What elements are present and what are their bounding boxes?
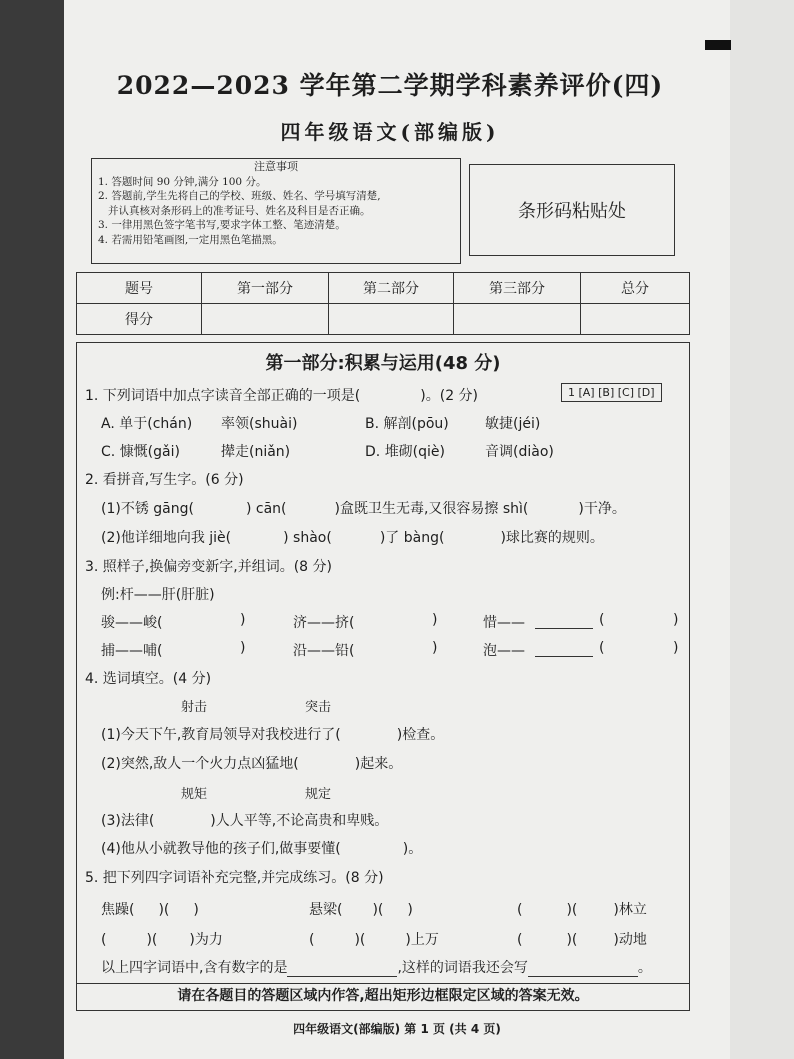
q5-text: 以上四字词语中,含有数字的是: [101, 960, 288, 976]
q3-open: (: [599, 612, 605, 628]
option-label: B.: [365, 416, 380, 432]
q4-text: (4)他从小就教导他的孩子们,做事要懂(: [101, 841, 341, 857]
q2-text: (2)他详细地向我 jiè(: [101, 530, 232, 546]
score-cell[interactable]: [329, 304, 454, 335]
background-strip: [730, 0, 794, 1059]
q1-option-b: [365, 413, 449, 433]
q5-text: 。: [637, 960, 652, 976]
q3-close: ): [240, 640, 246, 656]
q3-underline[interactable]: [535, 628, 593, 629]
q4-text: )起来。: [354, 756, 403, 772]
q4-word: 规矩: [181, 787, 208, 802]
q3-r2c3: 泡——: [483, 643, 525, 659]
score-cell[interactable]: [202, 304, 329, 335]
q3-stem: 3. 照样子,换偏旁变新字,并组词。(8 分): [85, 559, 332, 575]
score-cell[interactable]: [454, 304, 581, 335]
q2-text: ) shào(: [283, 530, 332, 546]
option-word: 堆砌(qiè): [384, 444, 446, 460]
q5-text: 悬梁(: [309, 902, 343, 918]
q5-text: ): [193, 902, 199, 918]
q4-stem: 4. 选词填空。(4 分): [85, 671, 212, 687]
q5-item: [517, 929, 647, 949]
q4-text: (3)法律(: [101, 813, 155, 829]
q2-text: ) cān(: [245, 501, 287, 517]
score-header: 第二部分: [329, 273, 454, 304]
q1-option-a-word2: 率领(shuài): [221, 416, 298, 432]
q2-text: )球比赛的规则。: [500, 530, 604, 546]
q3-close: ): [432, 640, 438, 656]
q5-text: )为力: [189, 932, 223, 948]
q5-text: )(: [158, 902, 170, 918]
alignment-mark: [705, 40, 731, 50]
score-header: 题号: [77, 273, 202, 304]
q3-r2c2: 沿——铅(: [293, 643, 355, 659]
q5-underline[interactable]: [528, 960, 638, 977]
score-header: 总分: [581, 273, 690, 304]
q3-close: ): [673, 640, 679, 656]
q1-option-d-word2: 音调(diào): [485, 444, 554, 460]
q4-word: 射击: [181, 700, 208, 715]
q1-stem: [85, 385, 478, 405]
q5-item: [517, 899, 647, 919]
q4-text: (1)今天下午,教育局领导对我校进行了(: [101, 727, 341, 743]
q5-text: ,这样的词语我还会写: [397, 960, 528, 976]
q5-underline[interactable]: [287, 960, 397, 977]
q4-s2: [101, 753, 402, 773]
q5-text: (: [517, 902, 523, 918]
q1-option-c-word2: 撵走(niǎn): [221, 444, 291, 460]
score-cell[interactable]: [581, 304, 690, 335]
option-label: C.: [101, 444, 116, 460]
q2-stem: 2. 看拼音,写生字。(6 分): [85, 472, 244, 488]
q5-stem: 5. 把下列四字词语补充完整,并完成练习。(8 分): [85, 870, 384, 886]
q5-item: [309, 899, 413, 919]
q5-text: )(: [372, 902, 384, 918]
answer-area: [76, 342, 690, 984]
q4-s3: [101, 810, 388, 830]
q3-close: ): [240, 612, 246, 628]
q5-summary: [101, 957, 652, 977]
q4-text: )检查。: [396, 727, 445, 743]
q5-item: [101, 929, 223, 949]
notice-item: 2. 答题前,学生先将自己的学校、班级、姓名、学号填写清楚,: [98, 190, 381, 202]
q1-option-b-word2: 敏捷(jéi): [485, 416, 541, 432]
option-word: 慷慨(gǎi): [119, 444, 180, 460]
q5-text: )(: [566, 932, 578, 948]
score-table: [76, 272, 690, 335]
q3-underline[interactable]: [535, 656, 593, 657]
score-header: 第一部分: [202, 273, 329, 304]
q2-text: )盒既卫生无毒,又很容易擦 shì(: [334, 501, 529, 517]
q5-item: [101, 899, 199, 919]
option-label: A.: [101, 416, 115, 432]
q1-answer-options[interactable]: 1 [A] [B] [C] [D]: [561, 383, 662, 402]
section-title: 第一部分:积累与运用(48 分): [265, 353, 501, 374]
notice-title: 注意事项: [254, 160, 298, 173]
q1-option-d: [365, 441, 445, 461]
q4-s1: [101, 724, 444, 744]
notice-box: [91, 158, 461, 264]
exam-title: 2022—2023 学年第二学期学科素养评价(四): [116, 71, 664, 100]
q3-close: ): [673, 612, 679, 628]
notice-item: 3. 一律用黑色签字笔书写,要求字体工整、笔迹清楚。: [98, 219, 346, 231]
notice-item: 并认真核对条形码上的准考证号、姓名及科目是否正确。: [98, 204, 371, 217]
q3-r1c3: 惜——: [483, 615, 525, 631]
q2-line1: [101, 498, 626, 518]
score-row-label: 得分: [77, 304, 202, 335]
q4-s4: [101, 838, 422, 858]
q5-item: [309, 929, 439, 949]
q4-text: )人人平等,不论高贵和卑贱。: [210, 813, 389, 829]
q5-text: (: [101, 932, 107, 948]
q1-stem-end: )。(2 分): [420, 388, 479, 404]
option-word: 单于(chán): [119, 416, 193, 432]
q5-text: 焦躁(: [101, 902, 135, 918]
q1-option-a: [101, 413, 192, 433]
q4-text: (2)突然,敌人一个火力点凶猛地(: [101, 756, 299, 772]
q3-open: (: [599, 640, 605, 656]
q5-text: )林立: [613, 902, 647, 918]
notice-item: 4. 若需用铅笔画图,一定用黑色笔描黑。: [98, 233, 283, 246]
option-label: D.: [365, 444, 381, 460]
q5-text: )(: [146, 932, 158, 948]
page-footer: 四年级语文(部编版) 第 1 页 (共 4 页): [293, 1022, 501, 1036]
q2-text: )了 bàng(: [379, 530, 445, 546]
q5-text: (: [309, 932, 315, 948]
q5-text: )(: [566, 902, 578, 918]
score-header: 第三部分: [454, 273, 581, 304]
q1-stem-text: 1. 下列词语中加点字读音全部正确的一项是(: [85, 388, 361, 404]
q5-text: ): [407, 902, 413, 918]
q2-line2: [101, 527, 604, 547]
q4-word: 突击: [305, 700, 332, 715]
q5-text: )上万: [405, 932, 439, 948]
q2-text: )干净。: [578, 501, 626, 517]
q5-text: )动地: [613, 932, 647, 948]
exam-subtitle: 四年级语文(部编版): [280, 120, 500, 144]
answer-region-notice: 请在各题目的答题区域内作答,超出矩形边框限定区域的答案无效。: [76, 982, 690, 1011]
q4-text: )。: [402, 841, 423, 857]
q1-option-c: [101, 441, 180, 461]
q3-r1c1: 骏——峻(: [101, 615, 163, 631]
q3-close: ): [432, 612, 438, 628]
q5-text: )(: [354, 932, 366, 948]
q3-example: 例:杆——肝(肝脏): [101, 587, 215, 603]
q3-r1c2: 济——挤(: [293, 615, 355, 631]
barcode-area: 条形码粘贴处: [469, 164, 675, 256]
q3-r2c1: 捕——哺(: [101, 643, 163, 659]
q4-word: 规定: [305, 787, 332, 802]
q2-text: (1)不锈 gāng(: [101, 501, 194, 517]
q5-text: (: [517, 932, 523, 948]
notice-item: 1. 答题时间 90 分钟,满分 100 分。: [98, 175, 267, 188]
option-word: 解剖(pōu): [383, 416, 449, 432]
